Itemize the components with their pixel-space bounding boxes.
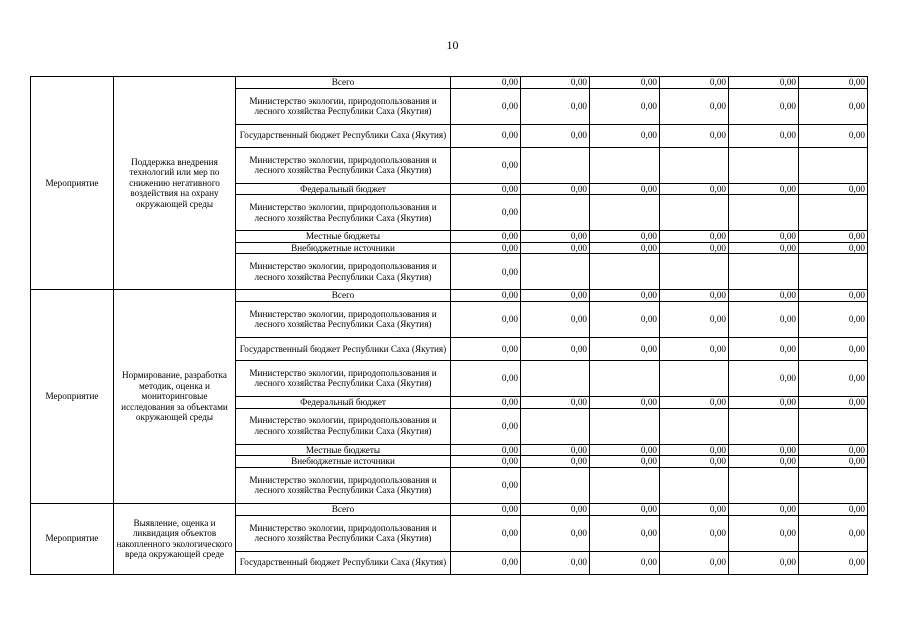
- funding-source: Всего: [236, 503, 451, 515]
- funding-source: Местные бюджеты: [236, 231, 451, 243]
- amount-cell: [799, 408, 868, 444]
- funding-source: Внебюджетные источники: [236, 242, 451, 254]
- amount-cell: 0,00: [660, 337, 729, 360]
- amount-cell: 0,00: [451, 408, 521, 444]
- amount-cell: 0,00: [729, 515, 799, 551]
- amount-cell: 0,00: [451, 301, 521, 337]
- amount-cell: 0,00: [521, 242, 590, 254]
- amount-cell: 0,00: [521, 231, 590, 243]
- amount-cell: [660, 408, 729, 444]
- amount-cell: 0,00: [590, 515, 660, 551]
- amount-cell: 0,00: [729, 88, 799, 124]
- amount-cell: [799, 195, 868, 231]
- measure-name: Нормирование, разработка методик, оценка и мониторинговые исследования за объектами окружающей среды: [114, 290, 236, 503]
- table-row: [31, 77, 868, 89]
- amount-cell: 0,00: [451, 88, 521, 124]
- amount-cell: 0,00: [660, 515, 729, 551]
- amount-cell: 0,00: [590, 503, 660, 515]
- amount-cell: 0,00: [729, 360, 799, 396]
- amount-cell: [590, 408, 660, 444]
- amount-cell: [521, 254, 590, 290]
- measure-type: Мероприятие: [31, 290, 114, 503]
- amount-cell: 0,00: [660, 396, 729, 408]
- amount-cell: 0,00: [590, 290, 660, 302]
- table-row: [31, 503, 868, 515]
- amount-cell: 0,00: [729, 290, 799, 302]
- amount-cell: 0,00: [590, 444, 660, 456]
- amount-cell: 0,00: [451, 242, 521, 254]
- amount-cell: [590, 360, 660, 396]
- amount-cell: 0,00: [590, 396, 660, 408]
- amount-cell: [660, 195, 729, 231]
- amount-cell: 0,00: [521, 456, 590, 468]
- funding-source: Государственный бюджет Республики Саха (Якутия): [236, 337, 451, 360]
- funding-source: Внебюджетные источники: [236, 456, 451, 468]
- amount-cell: 0,00: [660, 290, 729, 302]
- amount-cell: 0,00: [729, 242, 799, 254]
- amount-cell: 0,00: [521, 301, 590, 337]
- funding-source: Государственный бюджет Республики Саха (Якутия): [236, 551, 451, 574]
- amount-cell: 0,00: [660, 551, 729, 574]
- amount-cell: [521, 467, 590, 503]
- amount-cell: 0,00: [660, 231, 729, 243]
- amount-cell: 0,00: [799, 503, 868, 515]
- amount-cell: [590, 147, 660, 183]
- amount-cell: [799, 147, 868, 183]
- page-number: 10: [446, 38, 459, 52]
- amount-cell: 0,00: [729, 396, 799, 408]
- amount-cell: 0,00: [521, 503, 590, 515]
- amount-cell: 0,00: [521, 183, 590, 195]
- funding-source: Министерство экологии, природопользования и лесного хозяйства Республики Саха (Якутия): [236, 301, 451, 337]
- amount-cell: 0,00: [660, 183, 729, 195]
- measure-name: Поддержка внедрения технологий или мер по снижению негативного воздействия на охрану окружающей среды: [114, 77, 236, 290]
- amount-cell: 0,00: [729, 503, 799, 515]
- amount-cell: 0,00: [660, 77, 729, 89]
- funding-source: Министерство экологии, природопользования и лесного хозяйства Республики Саха (Якутия): [236, 408, 451, 444]
- amount-cell: 0,00: [590, 301, 660, 337]
- amount-cell: 0,00: [451, 290, 521, 302]
- amount-cell: 0,00: [660, 124, 729, 147]
- amount-cell: 0,00: [451, 396, 521, 408]
- amount-cell: 0,00: [799, 77, 868, 89]
- amount-cell: [660, 467, 729, 503]
- funding-source: Министерство экологии, природопользования и лесного хозяйства Республики Саха (Якутия): [236, 467, 451, 503]
- funding-source: Министерство экологии, природопользования и лесного хозяйства Республики Саха (Якутия): [236, 88, 451, 124]
- amount-cell: 0,00: [521, 77, 590, 89]
- amount-cell: 0,00: [729, 337, 799, 360]
- funding-source: Министерство экологии, природопользования и лесного хозяйства Республики Саха (Якутия): [236, 515, 451, 551]
- amount-cell: 0,00: [729, 456, 799, 468]
- amount-cell: 0,00: [799, 360, 868, 396]
- amount-cell: [729, 147, 799, 183]
- amount-cell: 0,00: [521, 396, 590, 408]
- amount-cell: 0,00: [799, 396, 868, 408]
- amount-cell: 0,00: [451, 337, 521, 360]
- measure-type: Мероприятие: [31, 503, 114, 574]
- amount-cell: 0,00: [660, 503, 729, 515]
- funding-source: Всего: [236, 77, 451, 89]
- amount-cell: [590, 254, 660, 290]
- amount-cell: 0,00: [521, 124, 590, 147]
- amount-cell: 0,00: [451, 467, 521, 503]
- funding-source: Федеральный бюджет: [236, 396, 451, 408]
- amount-cell: [590, 195, 660, 231]
- budget-table-body: [31, 77, 868, 575]
- amount-cell: 0,00: [590, 88, 660, 124]
- amount-cell: 0,00: [729, 77, 799, 89]
- amount-cell: 0,00: [799, 337, 868, 360]
- amount-cell: 0,00: [590, 242, 660, 254]
- amount-cell: 0,00: [521, 551, 590, 574]
- amount-cell: 0,00: [521, 515, 590, 551]
- amount-cell: 0,00: [521, 444, 590, 456]
- amount-cell: 0,00: [521, 290, 590, 302]
- amount-cell: 0,00: [590, 231, 660, 243]
- amount-cell: 0,00: [799, 515, 868, 551]
- amount-cell: 0,00: [660, 456, 729, 468]
- amount-cell: 0,00: [660, 242, 729, 254]
- amount-cell: [521, 147, 590, 183]
- amount-cell: 0,00: [729, 231, 799, 243]
- amount-cell: [729, 408, 799, 444]
- amount-cell: 0,00: [590, 183, 660, 195]
- amount-cell: 0,00: [590, 456, 660, 468]
- amount-cell: 0,00: [799, 444, 868, 456]
- funding-source: Министерство экологии, природопользования и лесного хозяйства Республики Саха (Якутия): [236, 147, 451, 183]
- amount-cell: 0,00: [799, 88, 868, 124]
- amount-cell: [729, 467, 799, 503]
- amount-cell: [799, 254, 868, 290]
- amount-cell: 0,00: [729, 124, 799, 147]
- amount-cell: [729, 254, 799, 290]
- amount-cell: 0,00: [729, 444, 799, 456]
- amount-cell: [521, 195, 590, 231]
- funding-source: Государственный бюджет Республики Саха (Якутия): [236, 124, 451, 147]
- amount-cell: 0,00: [799, 124, 868, 147]
- amount-cell: [590, 467, 660, 503]
- amount-cell: 0,00: [451, 551, 521, 574]
- amount-cell: 0,00: [451, 444, 521, 456]
- funding-source: Местные бюджеты: [236, 444, 451, 456]
- amount-cell: 0,00: [451, 503, 521, 515]
- amount-cell: 0,00: [451, 77, 521, 89]
- measure-name: Выявление, оценка и ликвидация объектов накопленного экологического вреда окружающей среде: [114, 503, 236, 574]
- amount-cell: 0,00: [660, 444, 729, 456]
- table-row: [31, 290, 868, 302]
- amount-cell: [660, 360, 729, 396]
- amount-cell: [799, 467, 868, 503]
- amount-cell: 0,00: [451, 515, 521, 551]
- amount-cell: 0,00: [521, 88, 590, 124]
- amount-cell: 0,00: [799, 301, 868, 337]
- amount-cell: 0,00: [799, 242, 868, 254]
- funding-source: Министерство экологии, природопользования и лесного хозяйства Республики Саха (Якутия): [236, 360, 451, 396]
- amount-cell: 0,00: [451, 147, 521, 183]
- amount-cell: 0,00: [451, 456, 521, 468]
- amount-cell: 0,00: [729, 301, 799, 337]
- amount-cell: [521, 360, 590, 396]
- amount-cell: 0,00: [521, 337, 590, 360]
- funding-source: Федеральный бюджет: [236, 183, 451, 195]
- amount-cell: 0,00: [451, 254, 521, 290]
- amount-cell: 0,00: [660, 301, 729, 337]
- amount-cell: 0,00: [799, 290, 868, 302]
- amount-cell: 0,00: [451, 360, 521, 396]
- amount-cell: 0,00: [590, 551, 660, 574]
- measure-type: Мероприятие: [31, 77, 114, 290]
- funding-source: Всего: [236, 290, 451, 302]
- budget-table: [30, 76, 868, 575]
- amount-cell: 0,00: [799, 456, 868, 468]
- amount-cell: 0,00: [799, 231, 868, 243]
- funding-source: Министерство экологии, природопользования и лесного хозяйства Республики Саха (Якутия): [236, 195, 451, 231]
- amount-cell: 0,00: [451, 183, 521, 195]
- amount-cell: 0,00: [729, 551, 799, 574]
- amount-cell: 0,00: [729, 183, 799, 195]
- amount-cell: 0,00: [590, 77, 660, 89]
- amount-cell: 0,00: [451, 195, 521, 231]
- funding-source: Министерство экологии, природопользования и лесного хозяйства Республики Саха (Якутия): [236, 254, 451, 290]
- amount-cell: 0,00: [451, 124, 521, 147]
- amount-cell: 0,00: [799, 551, 868, 574]
- amount-cell: [521, 408, 590, 444]
- amount-cell: [660, 254, 729, 290]
- amount-cell: 0,00: [799, 183, 868, 195]
- amount-cell: [729, 195, 799, 231]
- amount-cell: 0,00: [660, 88, 729, 124]
- amount-cell: 0,00: [590, 124, 660, 147]
- amount-cell: 0,00: [590, 337, 660, 360]
- amount-cell: 0,00: [451, 231, 521, 243]
- amount-cell: [660, 147, 729, 183]
